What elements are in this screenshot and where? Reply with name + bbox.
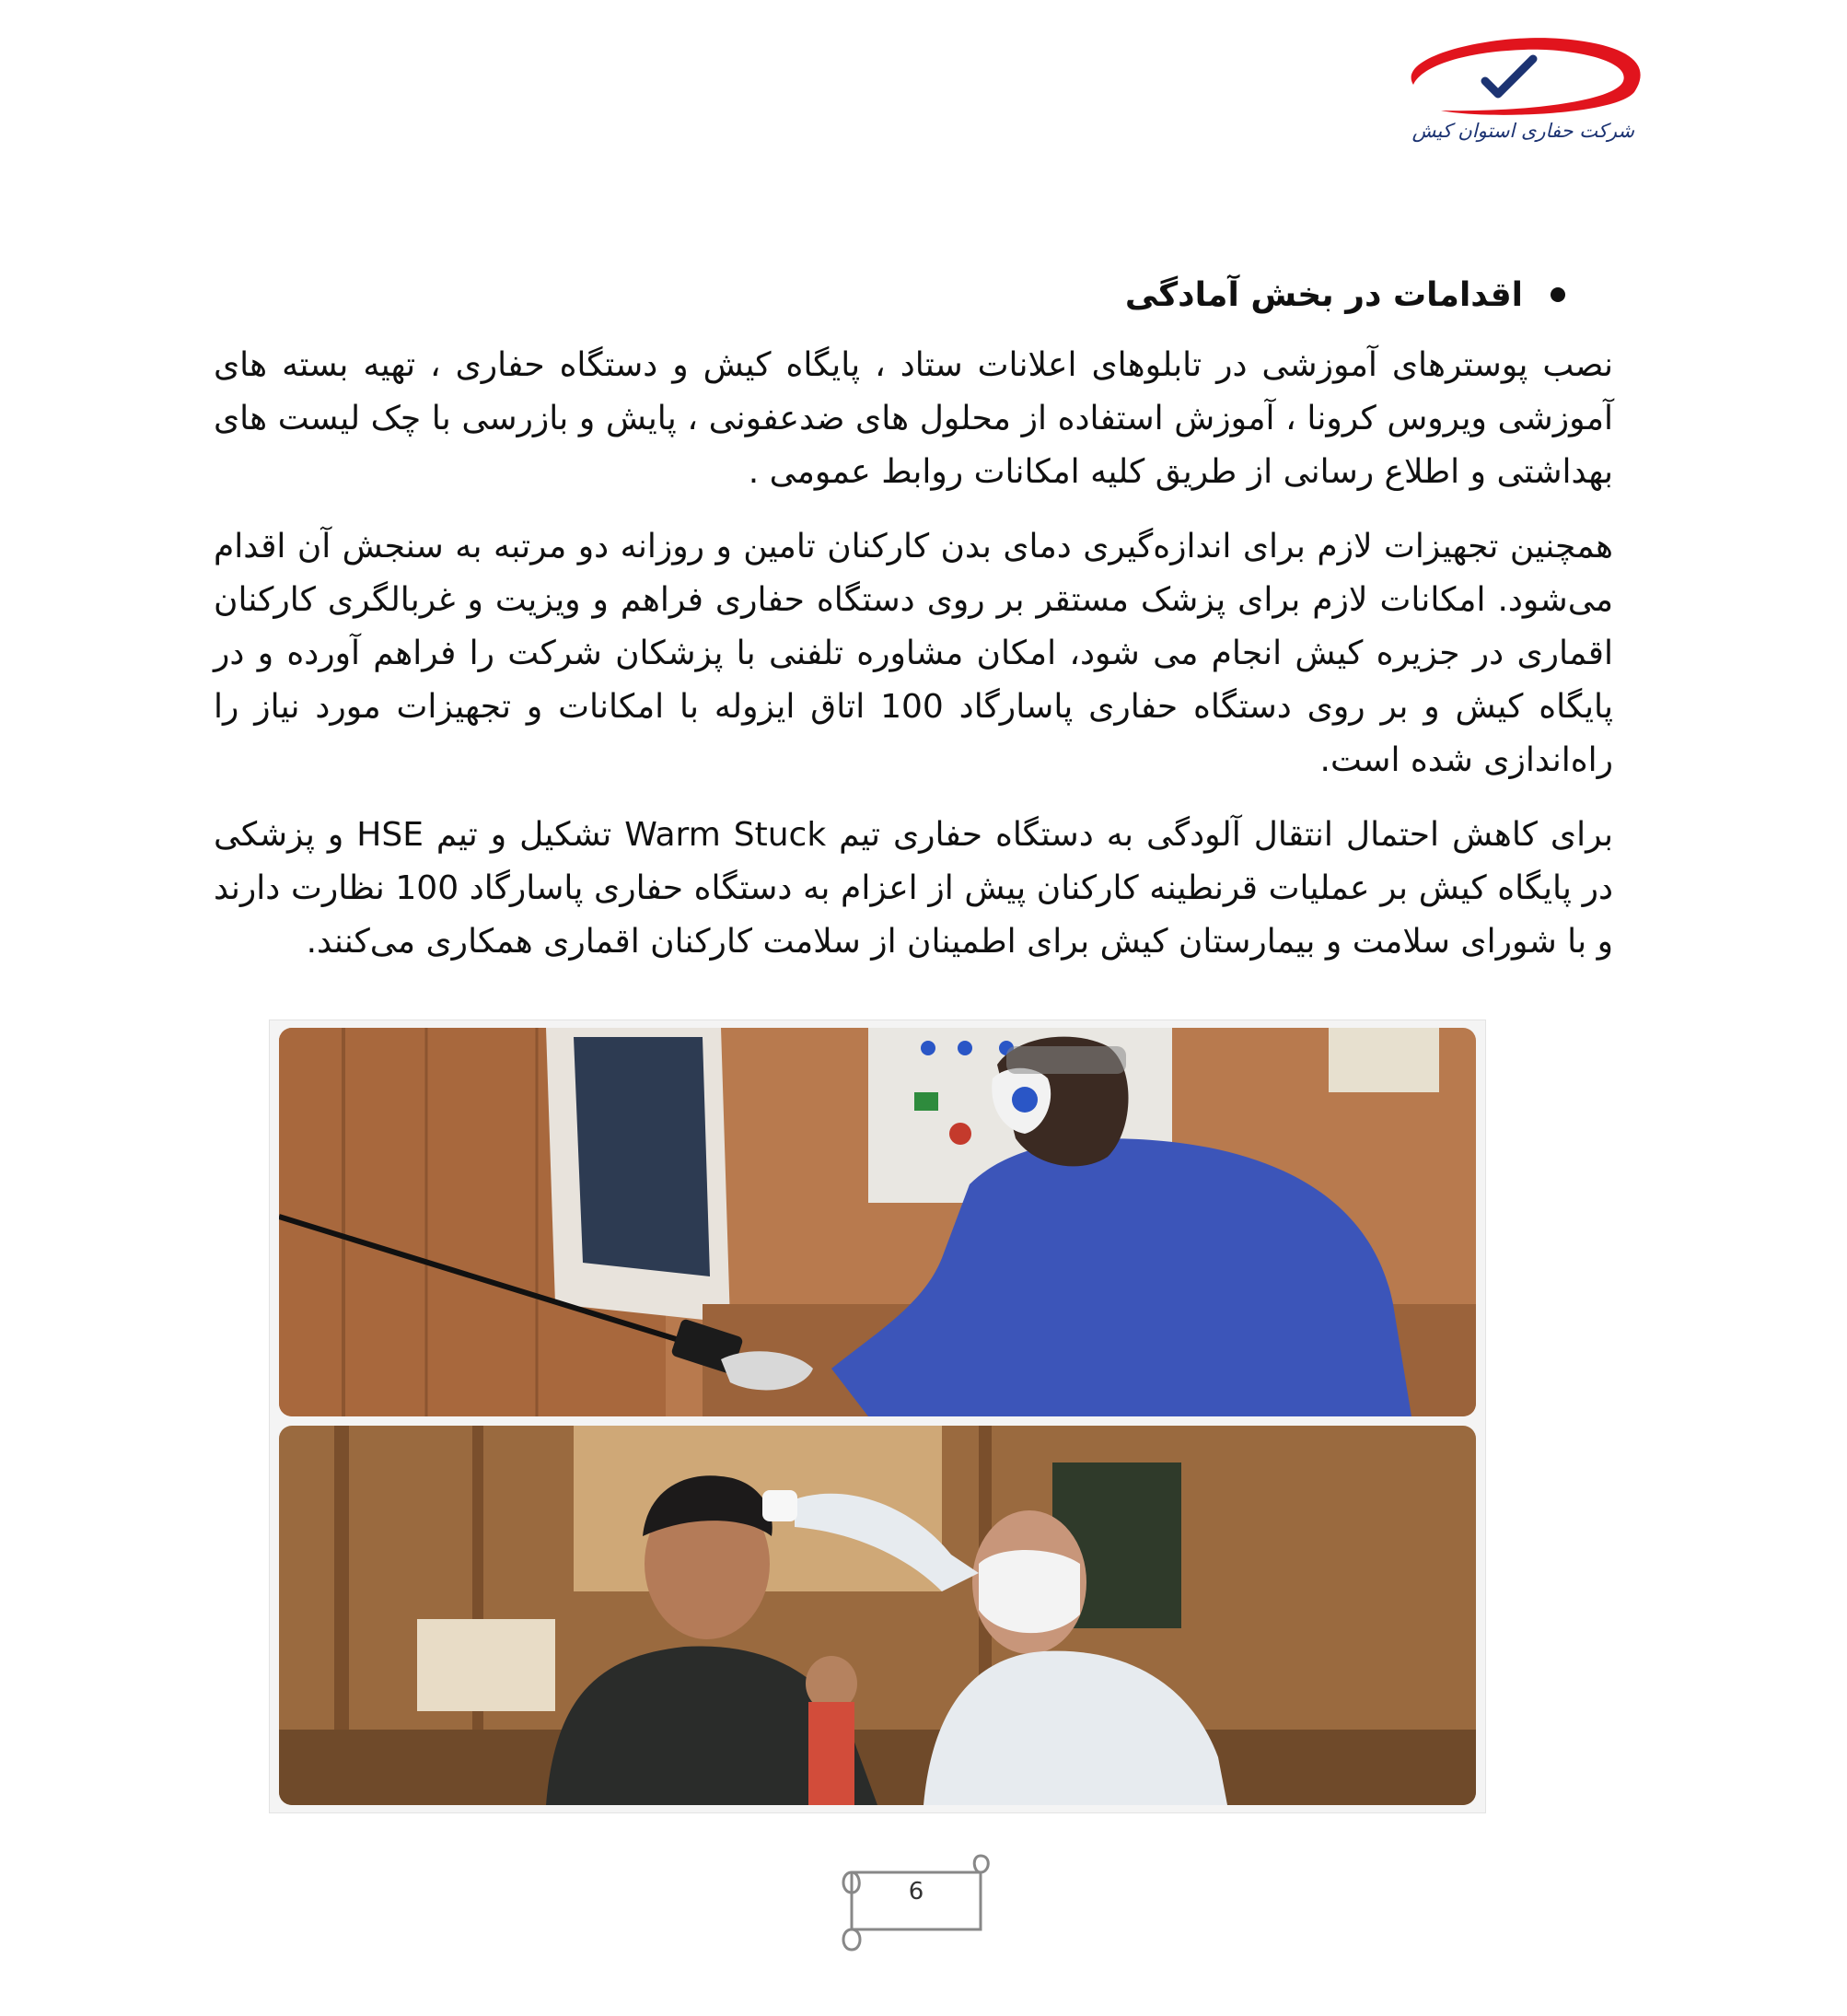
page-number: 6: [908, 1878, 924, 1905]
paragraph-preparedness: [214, 339, 1613, 499]
section-heading: [1013, 267, 1565, 322]
disinfection-photo: [279, 1028, 1476, 1416]
paragraph-text: همچنین تجهیزات لازم برای اندازه‌گیری دمای بدن کارکنان تامین و روزانه دو مرتبه به سنجش آن اقدام می‌شود. امکانات لازم برای پزشک مستقر بر روی دستگاه حفاری فراهم و ویزیت و غربالگری کارکنان اقماری در جزیره کیش انجام می شود، امکان مشاوره تلفنی با پزشکان شرکت را فراهم آورده و در پایگاه کیش و بر روی دستگاه حفاری پاسارگاد 100 اتاق ایزوله با امکانات و تجهیزات مورد نیاز را راه‌اندازی شده است.: [214, 528, 1613, 779]
company-logo: [1386, 28, 1653, 166]
logo-caption: شرکت حفاری استوان کیش: [1411, 120, 1634, 142]
section-heading-text: اقدامات در بخش آمادگی: [1124, 275, 1523, 314]
temperature-check-photo: [279, 1426, 1476, 1805]
paragraph-equipment: [214, 520, 1613, 787]
photo-collage: [269, 1020, 1486, 1813]
paragraph-text: نصب پوسترهای آموزشی در تابلوهای اعلانات ستاد ، پایگاه کیش و دستگاه حفاری ، تهیه بسته های آموزشی ویروس کرونا ، آموزش استفاده از محلول های ضدعفونی ، پایش و بازرسی با چک لیست های بهداشتی و اطلاع رسانی از طریق کلیه امکانات روابط عمومی .: [214, 346, 1613, 491]
paragraph-text: برای کاهش احتمال انتقال آلودگی به دستگاه حفاری تیم Warm Stuck تشکیل و تیم HSE و پزشکی در پایگاه کیش بر عملیات قرنطینه کارکنان پیش از اعزام به دستگاه حفاری پاسارگاد 100 نظارت دارند و با شورای سلامت و بیمارستان کیش برای اطمینان از سلامت کارکنان اقماری همکاری می‌کنند.: [214, 816, 1613, 961]
bullet-icon: [1551, 287, 1565, 302]
paragraph-quarantine: [214, 809, 1613, 969]
checkmark-ellipse-logo-icon: [1386, 28, 1653, 129]
page-footer: [833, 1847, 999, 1962]
